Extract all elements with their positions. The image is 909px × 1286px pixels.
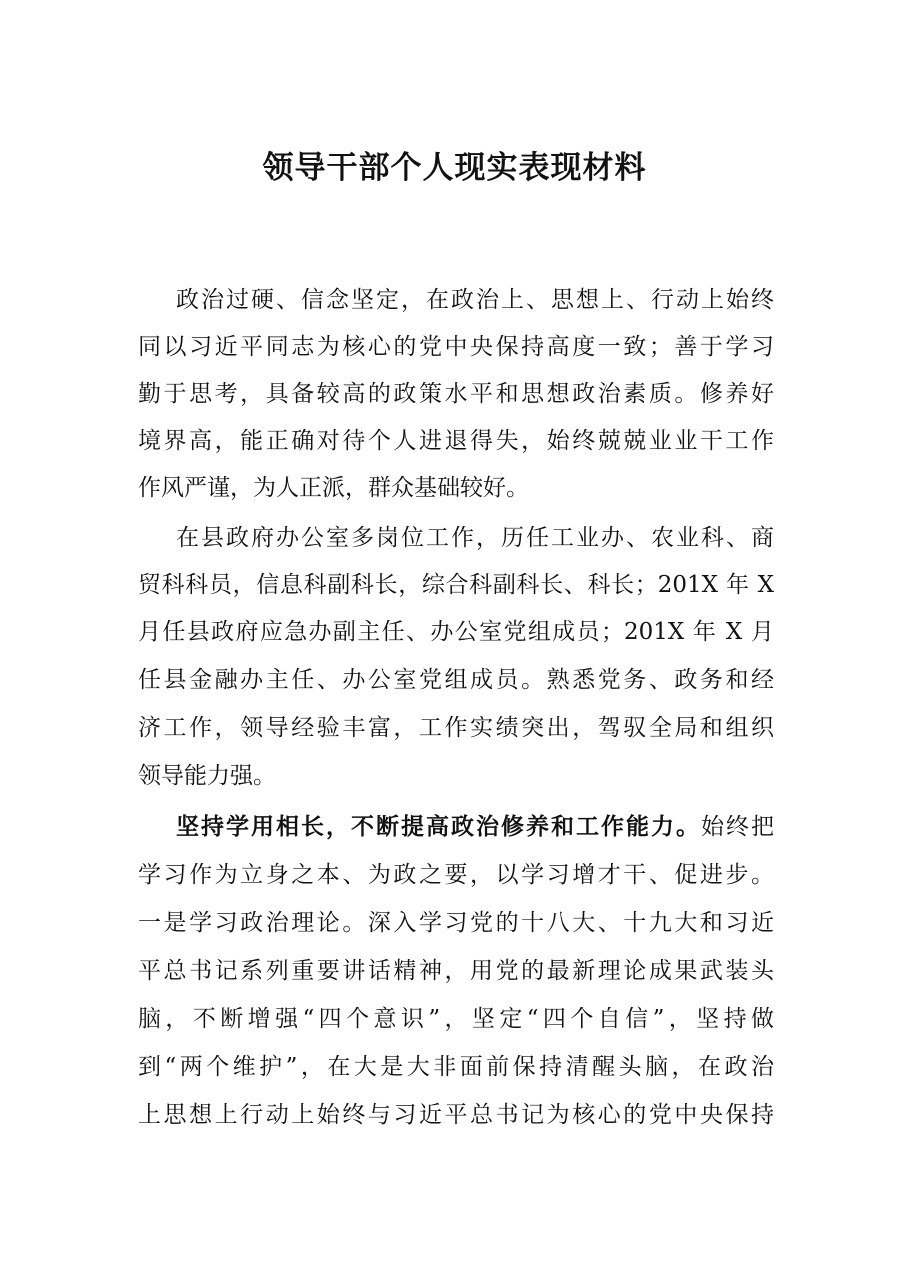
- paragraph-2-line-3: 月任县政府应急办副主任、办公室党组成员；201X 年 X 月: [138, 619, 774, 645]
- paragraph-3-line-5: 脑，不断增强“四个意识”，坚定“四个自信”，坚持做: [138, 1006, 774, 1032]
- paragraph-3-line-7: 上思想上行动上始终与习近平总书记为核心的党中央保持: [138, 1102, 774, 1128]
- paragraph-1-line-5: 作风严谨，为人正派，群众基础较好。: [138, 475, 529, 501]
- document-title: 领导干部个人现实表现材料: [262, 150, 647, 186]
- paragraph-3-heading: 坚持学用相长，不断提高政治修养和工作能力。: [176, 813, 701, 840]
- paragraph-1-line-2: 同以习近平同志为核心的党中央保持高度一致；善于学习: [138, 334, 774, 360]
- paragraph-3-line-6: 到“两个维护”，在大是大非面前保持清醒头脑，在政治: [138, 1054, 774, 1080]
- paragraph-3-first-line-rest: 始终把: [701, 814, 774, 840]
- paragraph-1-line-4: 境界高，能正确对待个人进退得失，始终兢兢业业干工作: [138, 428, 774, 454]
- paragraph-1-line-3: 勤于思考，具备较高的政策水平和思想政治素质。修养好: [138, 381, 774, 407]
- paragraph-2-line-6: 领导能力强。: [138, 763, 276, 789]
- paragraph-3-line-1: [176, 812, 774, 842]
- paragraph-3-line-2: 学习作为立身之本、为政之要，以学习增才干、促进步。: [138, 862, 774, 888]
- paragraph-2-line-5: 济工作，领导经验丰富，工作实绩突出，驾驭全局和组织: [138, 715, 774, 741]
- paragraph-3-line-4: 平总书记系列重要讲话精神，用党的最新理论成果武装头: [138, 958, 774, 984]
- paragraph-3-line-3: 一是学习政治理论。深入学习党的十八大、十九大和习近: [138, 910, 774, 936]
- paragraph-1-line-1: 政治过硬、信念坚定，在政治上、思想上、行动上始终: [176, 287, 774, 313]
- paragraph-2-line-4: 任县金融办主任、办公室党组成员。熟悉党务、政务和经: [138, 667, 774, 693]
- paragraph-2-line-1: 在县政府办公室多岗位工作，历任工业办、农业科、商: [176, 525, 774, 551]
- paragraph-2-line-2: 贸科科员，信息科副科长，综合科副科长、科长；201X 年 X: [138, 572, 774, 598]
